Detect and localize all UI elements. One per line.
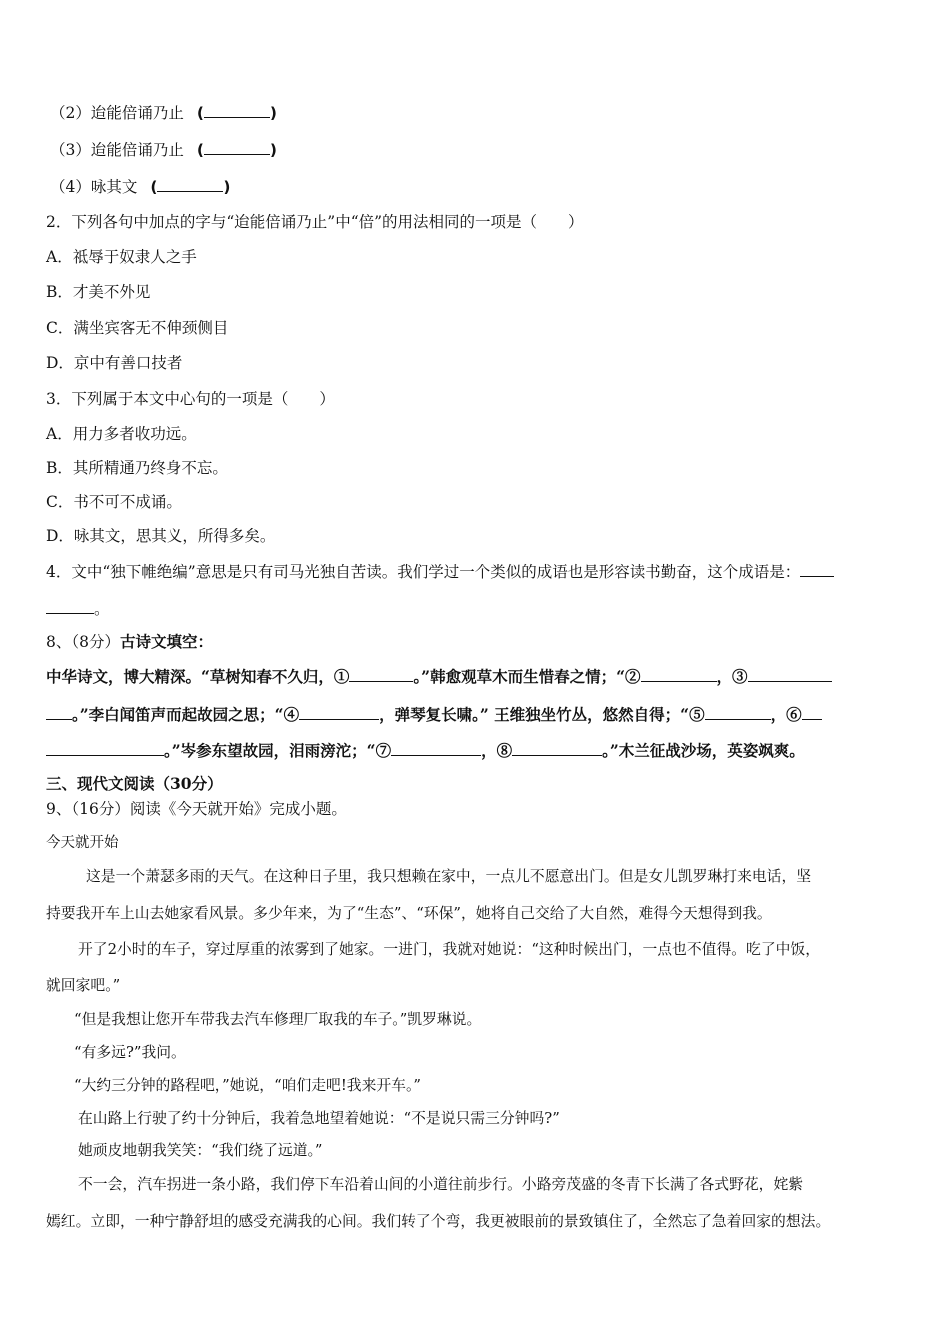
blank-6[interactable] [802, 704, 822, 720]
paren-close: ) [269, 141, 277, 159]
article-paragraph: 持要我开车上山去她家看风景。多少年来，为了“生态”、“环保”，她将自己交给了大自然，难得今天想得到我。 [46, 905, 772, 922]
blank-1[interactable] [349, 666, 413, 682]
answer-blank[interactable] [204, 102, 270, 118]
q4-continuation [46, 598, 110, 619]
q4-stem-text: 4．文中“独下帷绝编”意思是只有司马光独自苦读。我们学过一个类似的成语也是形容读书勤奋，这个成语是： [46, 563, 801, 581]
q1-item-label: （4）咏其文 [50, 178, 138, 196]
q4-end: 。 [94, 600, 110, 618]
q1-item-2 [50, 102, 277, 123]
q8-line-1 [46, 666, 832, 687]
q8-text: ，⑥ [770, 705, 802, 724]
q2-option-a[interactable]: A．祗辱于奴隶人之手 [46, 248, 197, 266]
q2-option-c[interactable]: C．满坐宾客无不伸颈侧目 [46, 319, 229, 337]
blank-8[interactable] [512, 740, 602, 756]
article-paragraph: 就回家吧。” [46, 977, 121, 994]
q8-title [46, 632, 213, 652]
q8-title-text: 古诗文填空： [119, 632, 213, 651]
q3-option-c[interactable]: C．书不可不成诵。 [46, 493, 182, 511]
article-paragraph: 这是一个萧瑟多雨的天气。在这种日子里，我只想赖在家中，一点儿不愿意出门。但是女儿凯罗琳打来电话，坚 [86, 868, 812, 885]
q8-text: ，弹琴复长啸。” 王维独坐竹丛，悠然自得；“⑤ [379, 705, 705, 724]
answer-blank[interactable] [204, 139, 270, 155]
q3-option-b[interactable]: B．其所精通乃终身不忘。 [46, 459, 228, 477]
article-paragraph: 她顽皮地朝我笑笑：“我们绕了远道。” [78, 1142, 323, 1159]
q1-item-4 [50, 176, 231, 197]
q3-option-d[interactable]: D．咏其文，思其义，所得多矣。 [46, 527, 276, 545]
blank-7[interactable] [391, 740, 481, 756]
q8-text: 。”岑参东望故园，泪雨滂沱；“⑦ [164, 741, 392, 760]
q8-text: 中华诗文，博大精深。“草树知春不久归，① [46, 667, 350, 686]
section-heading: 三、现代文阅读（30分） [46, 774, 223, 793]
blank-3[interactable] [748, 666, 832, 682]
q1-item-label: （2）迨能倍诵乃止 [50, 104, 184, 122]
q8-text: 。”木兰征战沙场，英姿飒爽。 [602, 741, 805, 760]
q1-item-label: （3）迨能倍诵乃止 [50, 141, 184, 159]
q9-stem: 9、（16分）阅读《今天就开始》完成小题。 [46, 800, 347, 818]
paren-close: ) [269, 104, 277, 122]
article-paragraph: 嫣红。立即，一种宁静舒坦的感受充满我的心间。我们转了个弯，我更被眼前的景致镇住了，全然忘了急着回家的想法。 [46, 1213, 831, 1230]
answer-blank[interactable] [800, 561, 834, 577]
blank-3-cont[interactable] [46, 704, 72, 720]
q2-option-d[interactable]: D．京中有善口技者 [46, 354, 183, 372]
paren-open: ( [150, 178, 158, 196]
q3-option-a[interactable]: A．用力多者收功远。 [46, 425, 197, 443]
article-title: 今天就开始 [46, 835, 119, 851]
answer-blank[interactable] [157, 176, 223, 192]
q8-line-2 [46, 704, 822, 725]
blank-5[interactable] [705, 704, 771, 720]
article-paragraph: “有多远?”我问。 [74, 1044, 186, 1061]
article-paragraph: 在山路上行驶了约十分钟后，我着急地望着她说：“不是说只需三分钟吗?” [78, 1110, 560, 1127]
q3-stem: 3．下列属于本文中心句的一项是（ ） [46, 390, 335, 408]
q8-text: 。”李白闻笛声而起故园之思；“④ [72, 705, 300, 724]
article-paragraph: “大约三分钟的路程吧，”她说，“咱们走吧!我来开车。” [74, 1077, 421, 1094]
blank-4[interactable] [299, 704, 379, 720]
paren-close: ) [223, 178, 231, 196]
answer-blank[interactable] [46, 598, 94, 614]
article-paragraph: 开了2小时的车子，穿过厚重的浓雾到了她家。一进门，我就对她说：“这种时候出门，一点也不值得。吃了中饭， [78, 941, 821, 958]
blank-6-cont[interactable] [46, 740, 164, 756]
q4-stem [46, 561, 834, 582]
q8-text: 。”韩愈观草木而生惜春之情；“② [413, 667, 641, 686]
q8-text: ，⑧ [481, 741, 513, 760]
q2-stem: 2．下列各句中加点的字与“迨能倍诵乃止”中“倍”的用法相同的一项是（ ） [46, 213, 584, 231]
blank-2[interactable] [641, 666, 717, 682]
article-paragraph: “但是我想让您开车带我去汽车修理厂取我的车子。”凯罗琳说。 [74, 1011, 482, 1028]
article-paragraph: 不一会，汽车拐进一条小路，我们停下车沿着山间的小道往前步行。小路旁茂盛的冬青下长满了各式野花，姹紫 [78, 1176, 804, 1193]
q8-line-3 [46, 740, 805, 761]
q8-text: ，③ [716, 667, 748, 686]
q1-item-3 [50, 139, 277, 160]
q8-number: 8、（8分） [46, 633, 120, 651]
paren-open: ( [196, 141, 204, 159]
paren-open: ( [196, 104, 204, 122]
q2-option-b[interactable]: B．才美不外见 [46, 283, 151, 301]
